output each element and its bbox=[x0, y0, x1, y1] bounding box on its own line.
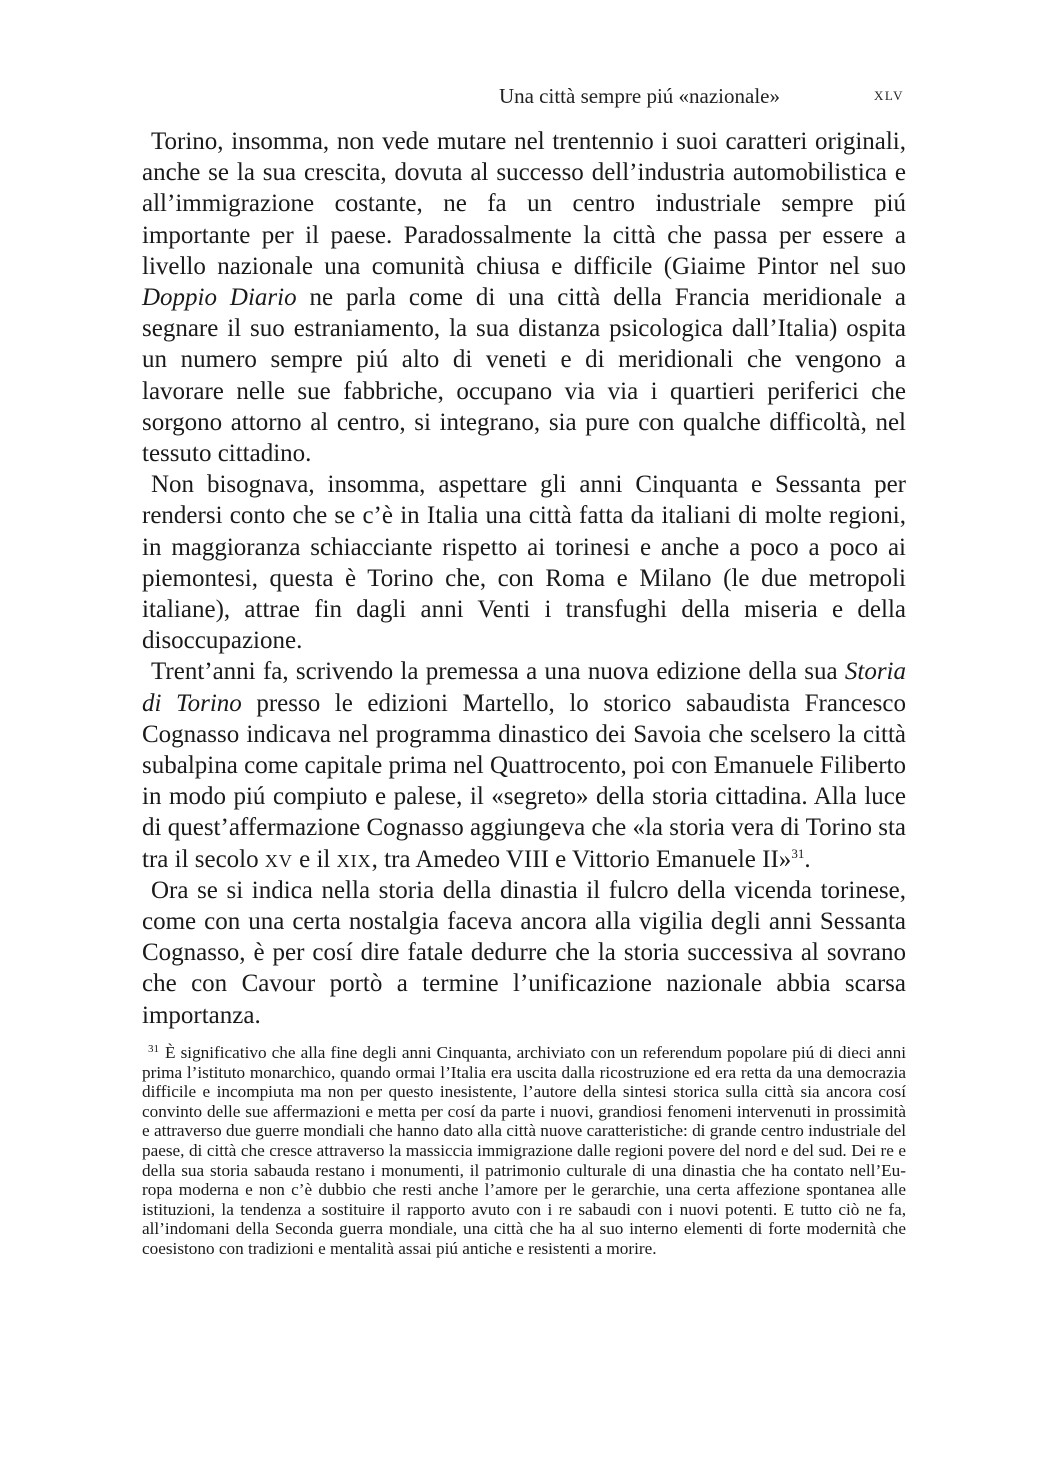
century-xix: xix bbox=[336, 845, 372, 873]
running-head-title: Una città sempre piú «nazionale» bbox=[498, 84, 780, 108]
paragraph-3-text-c: e il bbox=[292, 845, 337, 873]
paragraph-3-text-e: . bbox=[804, 845, 811, 873]
footnote-mark: 31 bbox=[148, 1043, 159, 1055]
century-xv: xv bbox=[264, 845, 293, 873]
paragraph-1-text-tail: ne parla come di una città della Francia meridionale a segnare il suo estraniamento, la sua distanza psicologica dall’Italia) ospita un numero sempre piú alto di veneti e di meridionali che vengono a lavorare nelle sue fabbriche, occupano via via i quartieri periferici che sorgono attorno al centro, si integrano, sia pure con qualche difficoltà, nel tessuto cittadino. bbox=[142, 284, 906, 468]
footnote-text: È significativo che alla fine degli anni Cinquanta, archiviato con un referendum popolare piú di dieci anni prima l’istituto monarchico, quando ormai l’Italia era uscita dalla ricostruzione ed era retta da una democrazia difficile e incompiuta ma non per questo inesistente, l’autore della sintesi storica sulla città sia ancora cosí convinto delle sue affermazioni e metta per cosí da parte i nuovi, grandiosi fenomeni intervenuti in prossimità e attraverso due guerre mondiali che hanno dato alla città nuove caratteristiche: di grande centro industriale del paese, di città che cresce attraverso la massiccia immigrazione dalle regioni povere del nord e del sud. Dei re e della sua storia sabauda restano i monumenti, il patrimonio culturale di una dinastia che ha contato nell’Europa moderna e non c’è dubbio che resti anche l’amore per le gerarchie, una certa affezione spontanea alle istituzioni, la tendenza a sostituire il rapporto avuto con i re sabaudi con i nuovi potenti. E tutto ciò ne fa, all’indomani della Seconda guerra mondiale, una città che ha al suo interno elementi di forte modernità che coesistono con tradizioni e mentalità assai piú antiche e resistenti a morire. bbox=[142, 1043, 906, 1258]
paragraph-3 bbox=[142, 656, 906, 874]
footnote-reference-31[interactable]: 31 bbox=[791, 845, 805, 861]
running-head bbox=[0, 84, 1046, 114]
paragraph-2: Non bisognava, insomma, aspettare gli anni Cinquanta e Sessanta per rendersi conto che se c’è in Italia una città fatta da italiani di molte regioni, in maggioranza schiacciante rispetto ai torinesi e anche a poco a poco ai piemontesi, questa è Torino che, con Roma e Milano (le due metropoli italiane), attrae fin dagli anni Venti i transfughi della miseria e della disoccupazione. bbox=[142, 471, 906, 655]
paragraph-3-text-d: , tra Amedeo VIII e Vittorio Emanuele II» bbox=[371, 845, 792, 873]
paragraph-1 bbox=[142, 126, 906, 469]
paragraph-3-text-b: presso le edizioni Martello, lo storico sabaudista Francesco Cognasso indicava nel programma dinastico dei Savoia che scelsero la città subalpina come capitale prima nel Quattrocento, poi con Emanuele Filiberto in modo piú compiuto e palese, il «segreto» della storia cittadina. Alla luce di quest’affermazione Cognasso aggiungeva che «la storia vera di Torino sta tra il secolo bbox=[142, 689, 906, 873]
book-title-storia-di-torino: Storia di Torino bbox=[142, 658, 906, 717]
paragraph-3-text-a: Trent’anni fa, scrivendo la premessa a una nuova edizione della sua bbox=[151, 658, 845, 686]
book-title-doppio-diario: Doppio Diario bbox=[142, 284, 297, 312]
main-text bbox=[142, 126, 906, 1031]
footnote-31 bbox=[142, 1043, 906, 1259]
footnotes bbox=[142, 1043, 906, 1259]
paragraph-1-text: Torino, insomma, non vede mutare nel trentennio i suoi caratteri originali, anche se la sua crescita, dovuta al successo dell’industria automobilistica e all’immigrazione costante, ne fa un centro industriale sempre piú importante per il paese. Paradossalmente la città che passa per essere a livello nazionale una comunità chiusa e difficile (Giaime Pintor nel suo bbox=[142, 128, 906, 280]
page-number: xlv bbox=[873, 84, 904, 105]
paragraph-4: Ora se si indica nella storia della dinastia il fulcro della vicenda torinese, come con una certa nostalgia faceva ancora alla vigilia degli anni Sessanta Cognasso, è per cosí dire fatale dedurre che la storia successiva al sovrano che con Cavour portò a termine l’unificazione nazionale abbia scarsa importanza. bbox=[142, 876, 906, 1029]
